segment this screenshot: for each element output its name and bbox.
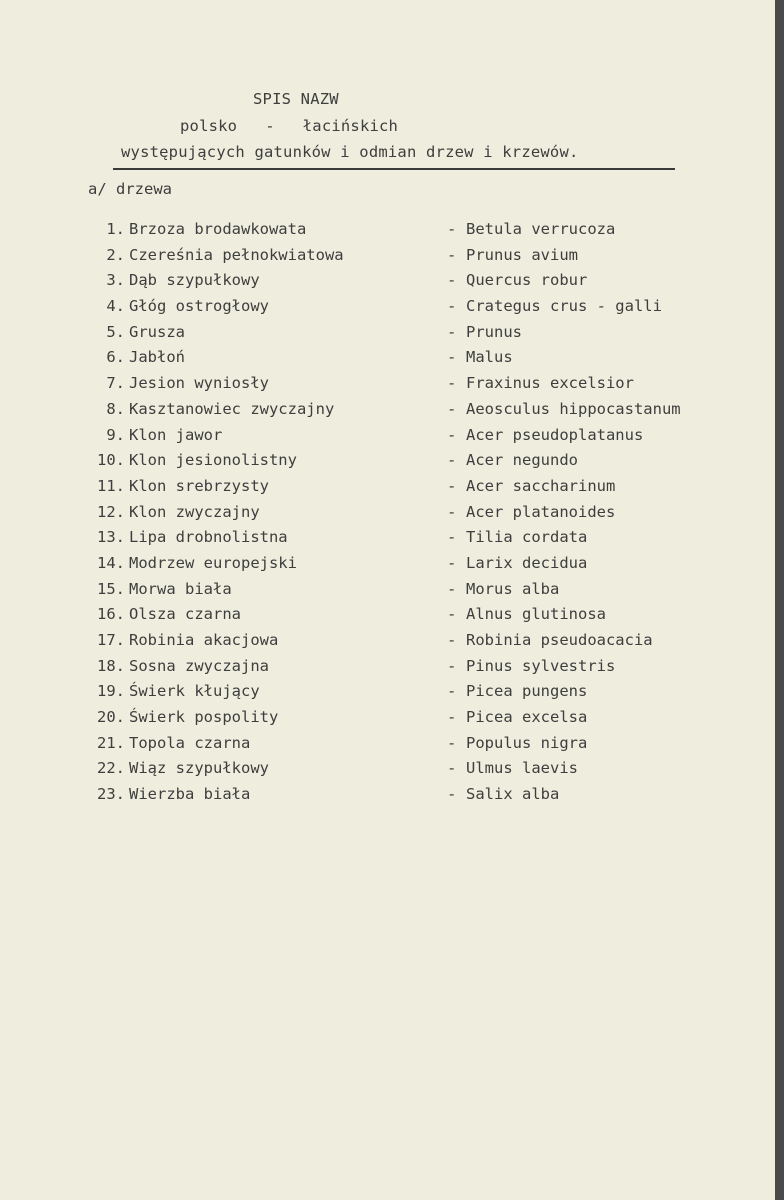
entry-number: 1.: [106, 220, 125, 238]
latin-name: Populus nigra: [466, 733, 588, 752]
polish-name: Klon srebrzysty: [129, 476, 269, 495]
subtitle-right: łacińskich: [302, 117, 399, 135]
separator-dash: -: [447, 220, 457, 238]
entry-number: 14.: [97, 553, 125, 572]
list-item: [0, 323, 775, 349]
polish-name: Kasztanowiec zwyczajny: [129, 399, 335, 418]
latin-name: Salix alba: [466, 785, 560, 804]
list-item: [0, 734, 775, 760]
subtitle-left: polsko: [180, 117, 238, 135]
polish-name: Modrzew europejski: [129, 553, 297, 572]
separator-dash: -: [447, 605, 457, 624]
latin-name: Tilia cordata: [466, 528, 588, 547]
latin-name: Aeosculus hippocastanum: [466, 399, 681, 418]
polish-name: Wiąz szypułkowy: [129, 759, 269, 778]
entry-number: 13.: [97, 528, 125, 547]
polish-name: Dąb szypułkowy: [129, 271, 260, 290]
polish-name: Lipa drobnolistna: [129, 528, 288, 547]
latin-name: Alnus glutinosa: [466, 605, 606, 624]
list-item: [0, 528, 775, 554]
latin-name: Quercus robur: [466, 271, 588, 290]
latin-name: Crategus crus - galli: [466, 297, 662, 316]
separator-dash: -: [447, 271, 457, 290]
separator-dash: -: [447, 425, 457, 444]
list-item: [0, 271, 775, 297]
entry-number: 23.: [97, 785, 125, 804]
separator-dash: -: [447, 528, 457, 547]
species-list: [0, 220, 775, 811]
subtitle-dash: -: [265, 117, 275, 135]
list-item: [0, 477, 775, 503]
latin-name: Fraxinus excelsior: [466, 374, 634, 393]
latin-name: Acer negundo: [466, 451, 578, 470]
latin-name: Ulmus laevis: [466, 759, 578, 778]
list-item: [0, 503, 775, 529]
entry-number: 20.: [97, 708, 125, 727]
entry-number: 16.: [97, 605, 125, 624]
polish-name: Grusza: [129, 322, 185, 341]
latin-name: Picea excelsa: [466, 708, 588, 727]
separator-dash: -: [447, 322, 457, 341]
separator-dash: -: [447, 502, 457, 521]
entry-number: 8.: [106, 399, 125, 418]
entry-number: 3.: [106, 271, 125, 290]
entry-number: 21.: [97, 733, 125, 752]
polish-name: Świerk kłujący: [129, 682, 260, 701]
separator-dash: -: [447, 733, 457, 752]
list-item: [0, 554, 775, 580]
list-item: [0, 631, 775, 657]
document-title: SPIS NAZW: [253, 90, 339, 108]
polish-name: Czereśnia pełnokwiatowa: [129, 245, 344, 264]
latin-name: Acer platanoides: [466, 502, 616, 521]
list-item: [0, 374, 775, 400]
list-item: [0, 246, 775, 272]
separator-dash: -: [447, 759, 457, 778]
separator-dash: -: [447, 682, 457, 701]
separator-dash: -: [447, 708, 457, 727]
list-item: [0, 605, 775, 631]
list-item: [0, 682, 775, 708]
latin-name: Acer saccharinum: [466, 476, 616, 495]
title-underline: [113, 168, 675, 170]
latin-name: Betula verrucoza: [466, 220, 616, 238]
latin-name: Picea pungens: [466, 682, 588, 701]
separator-dash: -: [447, 297, 457, 316]
entry-number: 9.: [106, 425, 125, 444]
separator-dash: -: [447, 631, 457, 649]
entry-number: 17.: [97, 631, 125, 649]
separator-dash: -: [447, 476, 457, 495]
entry-number: 22.: [97, 759, 125, 778]
list-item: [0, 657, 775, 683]
separator-dash: -: [447, 451, 457, 470]
separator-dash: -: [447, 579, 457, 598]
separator-dash: -: [447, 399, 457, 418]
entry-number: 2.: [106, 245, 125, 264]
latin-name: Pinus sylvestris: [466, 656, 616, 675]
latin-name: Robinia pseudoacacia: [466, 631, 653, 649]
polish-name: Klon zwyczajny: [129, 502, 260, 521]
list-item: [0, 785, 775, 811]
list-item: [0, 297, 775, 323]
document-subtitle: [180, 117, 775, 135]
polish-name: Sosna zwyczajna: [129, 656, 269, 675]
list-item: [0, 348, 775, 374]
polish-name: Wierzba biała: [129, 785, 251, 804]
polish-name: Głóg ostrogłowy: [129, 297, 269, 316]
latin-name: Larix decidua: [466, 553, 588, 572]
polish-name: Jesion wyniosły: [129, 374, 269, 393]
list-item: [0, 580, 775, 606]
polish-name: Topola czarna: [129, 733, 251, 752]
separator-dash: -: [447, 553, 457, 572]
entry-number: 15.: [97, 579, 125, 598]
entry-number: 18.: [97, 656, 125, 675]
list-item: [0, 708, 775, 734]
list-item: [0, 220, 775, 246]
separator-dash: -: [447, 785, 457, 804]
polish-name: Brzoza brodawkowata: [129, 220, 307, 238]
polish-name: Morwa biała: [129, 579, 232, 598]
latin-name: Prunus: [466, 322, 522, 341]
section-heading: a/ drzewa: [88, 180, 172, 198]
polish-name: Olsza czarna: [129, 605, 241, 624]
polish-name: Klon jawor: [129, 425, 223, 444]
separator-dash: -: [447, 245, 457, 264]
latin-name: Morus alba: [466, 579, 560, 598]
latin-name: Malus: [466, 348, 513, 367]
entry-number: 7.: [106, 374, 125, 393]
list-item: [0, 451, 775, 477]
polish-name: Jabłoń: [129, 348, 185, 367]
list-item: [0, 400, 775, 426]
polish-name: Klon jesionolistny: [129, 451, 297, 470]
list-item: [0, 426, 775, 452]
document-subtitle-line2: występujących gatunków i odmian drzew i krzewów.: [121, 143, 579, 161]
entry-number: 6.: [106, 348, 125, 367]
list-item: [0, 759, 775, 785]
separator-dash: -: [447, 374, 457, 393]
polish-name: Świerk pospolity: [129, 708, 279, 727]
latin-name: Acer pseudoplatanus: [466, 425, 644, 444]
entry-number: 5.: [106, 322, 125, 341]
entry-number: 10.: [97, 451, 125, 470]
entry-number: 4.: [106, 297, 125, 316]
entry-number: 12.: [97, 502, 125, 521]
entry-number: 19.: [97, 682, 125, 701]
entry-number: 11.: [97, 476, 125, 495]
polish-name: Robinia akacjowa: [129, 631, 279, 649]
separator-dash: -: [447, 656, 457, 675]
separator-dash: -: [447, 348, 457, 367]
latin-name: Prunus avium: [466, 245, 578, 264]
